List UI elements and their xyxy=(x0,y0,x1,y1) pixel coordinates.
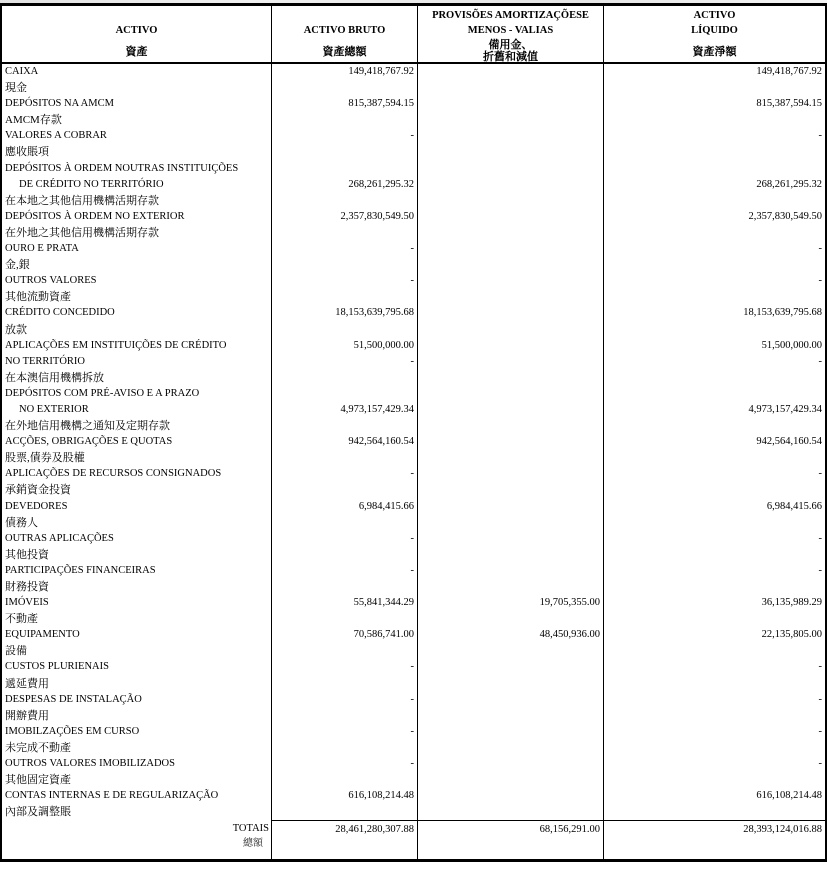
provisoes-value xyxy=(417,756,603,772)
provisoes-value xyxy=(417,161,603,177)
liquido-value xyxy=(603,708,825,724)
row-label: EQUIPAMENTO xyxy=(5,629,80,641)
totals-provisoes-value: 68,156,291.00 xyxy=(417,820,603,837)
bruto-value xyxy=(271,161,417,177)
provisoes-value: 48,450,936.00 xyxy=(417,627,603,643)
table-row xyxy=(2,209,825,225)
liquido-value xyxy=(603,225,825,241)
row-label: 其他固定資產 xyxy=(5,774,71,787)
row-label: OUTROS VALORES IMOBILIZADOS xyxy=(5,758,175,770)
table-row xyxy=(2,241,825,257)
liquido-value xyxy=(603,289,825,305)
table-row xyxy=(2,692,825,708)
provisoes-value xyxy=(417,482,603,498)
provisoes-value xyxy=(417,515,603,531)
row-label: DEPÓSITOS À ORDEM NO EXTERIOR xyxy=(5,210,185,222)
row-label: 設備 xyxy=(5,645,27,658)
totals-liquido-value: 28,393,124,016.88 xyxy=(603,820,825,837)
row-label: NO EXTERIOR xyxy=(19,403,89,415)
provisoes-value xyxy=(417,450,603,466)
bruto-value: - xyxy=(271,756,417,772)
header-col-liquido xyxy=(603,6,825,62)
row-label: 未完成不動產 xyxy=(5,741,71,754)
bruto-value: 268,261,295.32 xyxy=(271,177,417,193)
row-label: 在本地之其他信用機構活期存款 xyxy=(5,194,159,207)
bruto-value xyxy=(271,418,417,434)
row-label: DEPÓSITOS NA AMCM xyxy=(5,98,114,110)
bruto-value: 6,984,415.66 xyxy=(271,499,417,515)
table-row xyxy=(2,354,825,370)
table-row xyxy=(2,611,825,627)
bruto-value xyxy=(271,708,417,724)
provisoes-value xyxy=(417,708,603,724)
table-row xyxy=(2,466,825,482)
row-label: IMOBILZAÇÕES EM CURSO xyxy=(5,725,140,737)
liquido-value: 2,357,830,549.50 xyxy=(603,209,825,225)
table-row xyxy=(2,418,825,434)
table-row xyxy=(2,740,825,756)
provisoes-value xyxy=(417,273,603,289)
table-row xyxy=(2,225,825,241)
row-label: 開辦費用 xyxy=(5,709,49,722)
header-bruto-pt: ACTIVO BRUTO xyxy=(303,25,386,36)
liquido-value xyxy=(603,547,825,563)
bruto-value: - xyxy=(271,466,417,482)
bruto-value xyxy=(271,193,417,209)
liquido-value xyxy=(603,482,825,498)
provisoes-value xyxy=(417,177,603,193)
row-label: AMCM存款 xyxy=(5,114,62,127)
liquido-value: 6,984,415.66 xyxy=(603,499,825,515)
header-bruto-cn: 資產總額 xyxy=(322,46,367,58)
bruto-value xyxy=(271,80,417,96)
liquido-value xyxy=(603,193,825,209)
table-header xyxy=(2,6,825,64)
table-row xyxy=(2,193,825,209)
liquido-value xyxy=(603,112,825,128)
liquido-value: 942,564,160.54 xyxy=(603,434,825,450)
table-row xyxy=(2,402,825,418)
liquido-value xyxy=(603,772,825,788)
bruto-value: - xyxy=(271,531,417,547)
row-label: IMÓVEIS xyxy=(5,597,49,609)
row-label: 財務投資 xyxy=(5,581,49,593)
table-row xyxy=(2,96,825,112)
table-row xyxy=(2,515,825,531)
row-label: DESPESAS DE INSTALAÇÃO xyxy=(5,693,142,705)
provisoes-value xyxy=(417,112,603,128)
provisoes-value xyxy=(417,499,603,515)
row-label: APLICAÇÕES DE RECURSOS CONSIGNADOS xyxy=(5,468,222,480)
provisoes-value xyxy=(417,354,603,370)
row-label: 股票,債券及股權 xyxy=(5,452,85,465)
provisoes-value xyxy=(417,386,603,402)
table-row xyxy=(2,788,825,804)
row-label: CRÉDITO CONCEDIDO xyxy=(5,307,115,319)
bruto-value xyxy=(271,450,417,466)
row-label: APLICAÇÕES EM INSTITUIÇÕES DE CRÉDITO xyxy=(5,339,227,351)
provisoes-value xyxy=(417,96,603,112)
liquido-value xyxy=(603,370,825,386)
row-label: DEPÓSITOS À ORDEM NOUTRAS INSTITUIÇÕES xyxy=(5,162,239,174)
bruto-value: 4,973,157,429.34 xyxy=(271,402,417,418)
liquido-value: - xyxy=(603,531,825,547)
row-label: DEVEDORES xyxy=(5,500,68,512)
row-label: 承銷資金投資 xyxy=(5,484,71,497)
liquido-value: - xyxy=(603,128,825,144)
row-label: 金,銀 xyxy=(5,259,30,272)
liquido-value: 4,973,157,429.34 xyxy=(603,402,825,418)
header-col-bruto xyxy=(271,6,417,62)
provisoes-value: 19,705,355.00 xyxy=(417,595,603,611)
table-row xyxy=(2,724,825,740)
bruto-value: 18,153,639,795.68 xyxy=(271,305,417,321)
table-row xyxy=(2,370,825,386)
header-activo-pt: ACTIVO xyxy=(115,25,158,36)
totals-label-cn: 總額 xyxy=(243,838,263,850)
bruto-value xyxy=(271,772,417,788)
row-label: 在外地之其他信用機構活期存款 xyxy=(5,226,159,239)
liquido-value: - xyxy=(603,756,825,772)
header-col-provisoes xyxy=(417,6,603,62)
liquido-value xyxy=(603,161,825,177)
row-label: 其他流動資產 xyxy=(5,291,71,304)
liquido-value: 815,387,594.15 xyxy=(603,96,825,112)
bruto-value xyxy=(271,676,417,692)
header-provisoes-cn2: 折舊和減值 xyxy=(483,51,538,63)
provisoes-value xyxy=(417,676,603,692)
table-row xyxy=(2,563,825,579)
totals-row xyxy=(2,820,825,837)
table-row xyxy=(2,128,825,144)
table-row xyxy=(2,305,825,321)
provisoes-value xyxy=(417,643,603,659)
row-label: CAIXA xyxy=(5,66,39,77)
provisoes-value xyxy=(417,257,603,273)
provisoes-value xyxy=(417,611,603,627)
liquido-value xyxy=(603,257,825,273)
row-label: DE CRÉDITO NO TERRITÓRIO xyxy=(19,178,164,190)
liquido-value: - xyxy=(603,724,825,740)
row-label: 債務人 xyxy=(5,516,38,529)
row-label: CONTAS INTERNAS E DE REGULARIZAÇÃO xyxy=(5,790,219,802)
liquido-value xyxy=(603,804,825,820)
bruto-value: 55,841,344.29 xyxy=(271,595,417,611)
row-label: 內部及調整賬 xyxy=(5,806,71,819)
table-row xyxy=(2,643,825,659)
bruto-value xyxy=(271,611,417,627)
liquido-value: 616,108,214.48 xyxy=(603,788,825,804)
bruto-value: - xyxy=(271,724,417,740)
provisoes-value xyxy=(417,402,603,418)
totals-provisoes-blank xyxy=(417,837,603,859)
liquido-value: - xyxy=(603,659,825,675)
row-label: ACÇÕES, OBRIGAÇÕES E QUOTAS xyxy=(5,436,173,448)
row-label: 放款 xyxy=(5,323,27,336)
provisoes-value xyxy=(417,128,603,144)
table-row xyxy=(2,112,825,128)
provisoes-value xyxy=(417,209,603,225)
liquido-value: 268,261,295.32 xyxy=(603,177,825,193)
provisoes-value xyxy=(417,64,603,80)
liquido-value xyxy=(603,144,825,160)
table-row xyxy=(2,289,825,305)
bruto-value xyxy=(271,515,417,531)
header-provisoes-pt1: PROVISÕES AMORTIZAÇÕESE xyxy=(432,10,589,21)
liquido-value: - xyxy=(603,563,825,579)
table-row xyxy=(2,257,825,273)
table-row xyxy=(2,177,825,193)
table-row xyxy=(2,482,825,498)
totals-bruto-value: 28,461,280,307.88 xyxy=(271,820,417,837)
table-row xyxy=(2,756,825,772)
liquido-value: 51,500,000.00 xyxy=(603,338,825,354)
table-row xyxy=(2,804,825,820)
liquido-value: 18,153,639,795.68 xyxy=(603,305,825,321)
row-label: 不動產 xyxy=(5,613,38,626)
bruto-value: - xyxy=(271,354,417,370)
provisoes-value xyxy=(417,434,603,450)
table-row xyxy=(2,499,825,515)
provisoes-value xyxy=(417,322,603,338)
row-label: VALORES A COBRAR xyxy=(5,130,107,142)
row-label: 應收賬項 xyxy=(5,146,49,159)
totals-label-pt: TOTAIS xyxy=(232,823,269,835)
liquido-value: - xyxy=(603,692,825,708)
table-row xyxy=(2,547,825,563)
provisoes-value xyxy=(417,659,603,675)
table-row xyxy=(2,627,825,643)
provisoes-value xyxy=(417,692,603,708)
bruto-value xyxy=(271,225,417,241)
row-label: PARTICIPAÇÕES FINANCEIRAS xyxy=(5,564,156,576)
provisoes-value xyxy=(417,305,603,321)
table-row xyxy=(2,595,825,611)
totals-bruto-blank xyxy=(271,837,417,859)
bruto-value: - xyxy=(271,128,417,144)
table-row xyxy=(2,434,825,450)
provisoes-value xyxy=(417,193,603,209)
provisoes-value xyxy=(417,804,603,820)
provisoes-value xyxy=(417,724,603,740)
liquido-value: 149,418,767.92 xyxy=(603,64,825,80)
liquido-value xyxy=(603,386,825,402)
bruto-value: - xyxy=(271,563,417,579)
provisoes-value xyxy=(417,466,603,482)
header-provisoes-pt2: MENOS - VALIAS xyxy=(467,25,554,36)
bruto-value xyxy=(271,804,417,820)
liquido-value: - xyxy=(603,241,825,257)
table-row xyxy=(2,80,825,96)
provisoes-value xyxy=(417,547,603,563)
bruto-value: - xyxy=(271,692,417,708)
bruto-value: 616,108,214.48 xyxy=(271,788,417,804)
row-label: 其他投資 xyxy=(5,548,49,561)
row-label: OUTROS VALORES xyxy=(5,275,97,287)
liquido-value: 36,135,989.29 xyxy=(603,595,825,611)
provisoes-value xyxy=(417,772,603,788)
liquido-value xyxy=(603,515,825,531)
header-liquido-pt2: LÍQUIDO xyxy=(691,25,738,36)
row-label: NO TERRITÓRIO xyxy=(5,355,86,367)
table-row xyxy=(2,386,825,402)
bruto-value xyxy=(271,370,417,386)
header-activo-cn: 資產 xyxy=(125,46,148,58)
liquido-value xyxy=(603,450,825,466)
liquido-value: - xyxy=(603,354,825,370)
row-label: 現金 xyxy=(5,82,27,95)
bruto-value xyxy=(271,643,417,659)
provisoes-value xyxy=(417,225,603,241)
bruto-value: 70,586,741.00 xyxy=(271,627,417,643)
bruto-value: 149,418,767.92 xyxy=(271,64,417,80)
liquido-value xyxy=(603,676,825,692)
table-row xyxy=(2,531,825,547)
bruto-value xyxy=(271,547,417,563)
provisoes-value xyxy=(417,338,603,354)
header-liquido-cn: 資產淨額 xyxy=(692,46,737,58)
table-row xyxy=(2,676,825,692)
table-row xyxy=(2,161,825,177)
bruto-value xyxy=(271,112,417,128)
totals-liquido-blank xyxy=(603,837,825,859)
table-row xyxy=(2,450,825,466)
bruto-value xyxy=(271,482,417,498)
bruto-value: - xyxy=(271,241,417,257)
table-row xyxy=(2,579,825,595)
provisoes-value xyxy=(417,563,603,579)
row-label: OURO E PRATA xyxy=(5,243,79,255)
liquido-value xyxy=(603,740,825,756)
liquido-value: - xyxy=(603,466,825,482)
header-col-activo xyxy=(2,6,271,62)
liquido-value xyxy=(603,80,825,96)
row-label: CUSTOS PLURIENAIS xyxy=(5,661,109,673)
table-row xyxy=(2,64,825,80)
liquido-value xyxy=(603,643,825,659)
provisoes-value xyxy=(417,531,603,547)
table-row xyxy=(2,144,825,160)
row-label: OUTRAS APLICAÇÕES xyxy=(5,532,114,544)
provisoes-value xyxy=(417,740,603,756)
provisoes-value xyxy=(417,370,603,386)
table-row xyxy=(2,338,825,354)
bruto-value xyxy=(271,289,417,305)
table-row xyxy=(2,659,825,675)
liquido-value: - xyxy=(603,273,825,289)
provisoes-value xyxy=(417,788,603,804)
totals-row-cn xyxy=(2,837,825,859)
liquido-value xyxy=(603,579,825,595)
table-row xyxy=(2,322,825,338)
table-row xyxy=(2,772,825,788)
bruto-value xyxy=(271,144,417,160)
liquido-value xyxy=(603,322,825,338)
row-label: 遞延費用 xyxy=(5,677,49,690)
provisoes-value xyxy=(417,80,603,96)
bruto-value: - xyxy=(271,273,417,289)
provisoes-value xyxy=(417,289,603,305)
table-row xyxy=(2,273,825,289)
bruto-value xyxy=(271,386,417,402)
balance-sheet-table xyxy=(0,3,827,862)
liquido-value: 22,135,805.00 xyxy=(603,627,825,643)
liquido-value xyxy=(603,418,825,434)
table-body xyxy=(2,64,825,820)
bruto-value xyxy=(271,579,417,595)
bruto-value: - xyxy=(271,659,417,675)
header-provisoes-cn1: 備用金、 xyxy=(488,39,533,51)
row-label: DEPÓSITOS COM PRÉ-AVISO E A PRAZO xyxy=(5,387,200,399)
header-liquido-pt1: ACTIVO xyxy=(693,10,736,21)
provisoes-value xyxy=(417,418,603,434)
row-label: 在外地信用機構之通知及定期存款 xyxy=(5,420,170,433)
bruto-value xyxy=(271,740,417,756)
liquido-value xyxy=(603,611,825,627)
bruto-value: 942,564,160.54 xyxy=(271,434,417,450)
bruto-value xyxy=(271,257,417,273)
bruto-value: 815,387,594.15 xyxy=(271,96,417,112)
bruto-value: 2,357,830,549.50 xyxy=(271,209,417,225)
table-row xyxy=(2,708,825,724)
provisoes-value xyxy=(417,241,603,257)
provisoes-value xyxy=(417,579,603,595)
row-label: 在本澳信用機構拆放 xyxy=(5,371,104,384)
provisoes-value xyxy=(417,144,603,160)
bruto-value xyxy=(271,322,417,338)
bruto-value: 51,500,000.00 xyxy=(271,338,417,354)
